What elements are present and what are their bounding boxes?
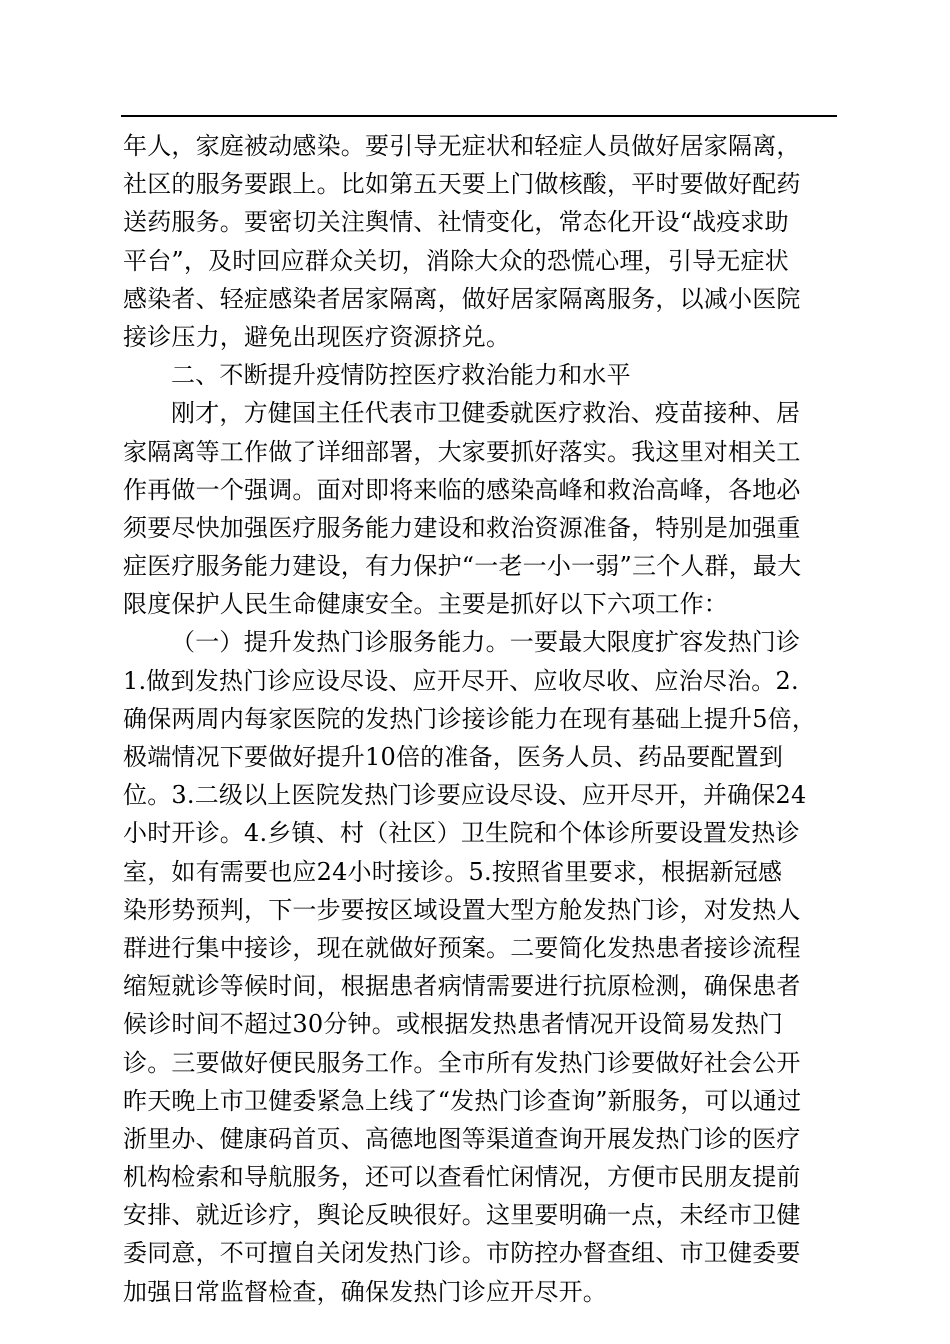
text-line: 确保两周内每家医院的发热门诊接诊能力在现有基础上提升5倍， xyxy=(123,704,817,733)
text-line: 送药服务。要密切关注舆情、社情变化，常态化开设“战疫求助 xyxy=(123,208,789,237)
text-line: 位。3.二级以上医院发热门诊要应设尽设、应开尽开，并确保24 xyxy=(123,781,807,810)
text-line: 委同意，不可擅自关闭发热门诊。市防控办督查组、市卫健委要 xyxy=(123,1239,801,1268)
section-heading: 二、不断提升疫情防控医疗救治能力和水平 xyxy=(171,361,631,390)
text-line: 小时开诊。4.乡镇、村（社区）卫生院和个体诊所要设置发热诊 xyxy=(123,819,800,848)
text-line: 极端情况下要做好提升10倍的准备，医务人员、药品要配置到 xyxy=(123,743,784,771)
text-line: 刚才，方健国主任代表市卫健委就医疗救治、疫苗接种、居 xyxy=(171,399,801,428)
text-line: 染形势预判，下一步要按区域设置大型方舱发热门诊，对发热人 xyxy=(123,895,801,924)
text-line: 症医疗服务能力建设，有力保护“一老一小一弱”三个人群，最大 xyxy=(123,552,802,581)
text-line: 诊。三要做好便民服务工作。全市所有发热门诊要做好社会公开 xyxy=(123,1048,801,1077)
text-line: 作再做一个强调。面对即将来临的感染高峰和救治高峰，各地必 xyxy=(123,475,801,504)
text-line: 须要尽快加强医疗服务能力建设和救治资源准备，特别是加强重 xyxy=(123,513,801,542)
text-line: 年人，家庭被动感染。要引导无症状和轻症人员做好居家隔离， xyxy=(123,132,801,160)
text-line: 候诊时间不超过30分钟。或根据发热患者情况开设简易发热门 xyxy=(123,1010,784,1039)
text-line: 室，如有需要也应24小时接诊。5.按照省里要求，根据新冠感 xyxy=(123,857,783,886)
text-line: 家隔离等工作做了详细部署，大家要抓好落实。我这里对相关工 xyxy=(123,437,801,466)
text-line: 1.做到发热门诊应设尽设、应开尽开、应收尽收、应治尽治。2. xyxy=(123,666,799,695)
text-line: 平台”，及时回应群众关切，消除大众的恐慌心理，引导无症状 xyxy=(123,246,789,275)
header-rule xyxy=(121,115,837,117)
text-line: 接诊压力，避免出现医疗资源挤兑。 xyxy=(123,322,511,351)
text-line: 安排、就近诊疗，舆论反映很好。这里要明确一点，未经市卫健 xyxy=(123,1201,801,1230)
text-line: 浙里办、健康码首页、高德地图等渠道查询开展发热门诊的医疗 xyxy=(123,1124,801,1153)
text-line: 群进行集中接诊，现在就做好预案。二要简化发热患者接诊流程 xyxy=(123,933,801,962)
text-line: 感染者、轻症感染者居家隔离，做好居家隔离服务，以减小医院 xyxy=(123,284,801,313)
subsection-heading: （一）提升发热门诊服务能力。一要最大限度扩容发热门诊 xyxy=(171,628,801,657)
text-line: 昨天晚上市卫健委紧急上线了“发热门诊查询”新服务，可以通过 xyxy=(123,1086,802,1115)
text-line: 加强日常监督检查，确保发热门诊应开尽开。 xyxy=(123,1277,607,1306)
text-line: 机构检索和导航服务，还可以查看忙闲情况，方便市民朋友提前 xyxy=(123,1163,801,1192)
text-line: 社区的服务要跟上。比如第五天要上门做核酸，平时要做好配药 xyxy=(123,170,801,199)
document-body xyxy=(123,127,837,1311)
text-line: 限度保护人民生命健康安全。主要是抓好以下六项工作： xyxy=(123,590,728,619)
text-line: 缩短就诊等候时间，根据患者病情需要进行抗原检测，确保患者 xyxy=(123,972,801,1001)
